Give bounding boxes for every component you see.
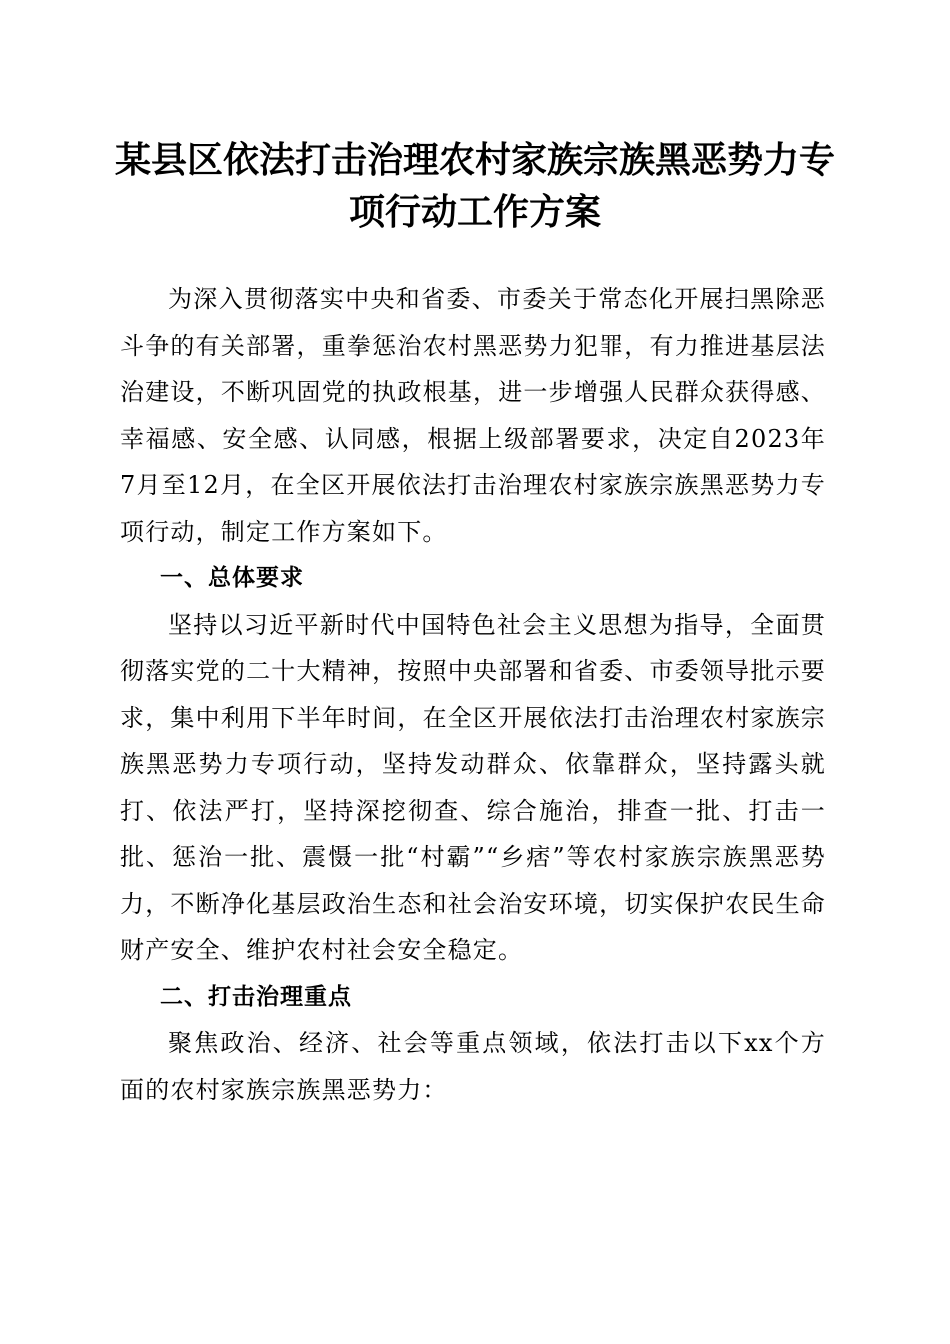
title-line-1: 某县区依法打击治理农村家族宗族黑恶势力专 (114, 139, 835, 181)
document-title (110, 134, 840, 238)
section-heading-crackdown-focus: 二、打击治理重点 (160, 983, 352, 1010)
document-body (120, 276, 826, 1113)
title-line-2: 项行动工作方案 (348, 191, 601, 233)
section-heading-general-requirements: 一、总体要求 (160, 565, 304, 591)
intro-paragraph: 为深入贯彻落实中央和省委、市委关于常态化开展扫黑除恶斗争的有关部署，重拳惩治农村黑恶势力犯罪，有力推进基层法治建设，不断巩固党的执政根基，进一步增强人民群众获得感、幸福感、安全感、认同感，根据上级部署要求，决定自2023年7月至12月，在全区开展依法打击治理农村家族宗族黑恶势力专项行动，制定工作方案如下。 (120, 285, 826, 546)
section-paragraph-crackdown-focus: 聚焦政治、经济、社会等重点领域，依法打击以下xx个方面的农村家族宗族黑恶势力： (120, 1029, 826, 1104)
section-paragraph-general-requirements: 坚持以习近平新时代中国特色社会主义思想为指导，全面贯彻落实党的二十大精神，按照中央部署和省委、市委领导批示要求，集中利用下半年时间，在全区开展依法打击治理农村家族宗族黑恶势力专项行动，坚持发动群众、依靠群众，坚持露头就打、依法严打，坚持深挖彻查、综合施治，排查一批、打击一批、惩治一批、震慑一批“村霸”“乡痞”等农村家族宗族黑恶势力，不断净化基层政治生态和社会治安环境，切实保护农民生命财产安全、维护农村社会安全稳定。 (120, 610, 826, 964)
